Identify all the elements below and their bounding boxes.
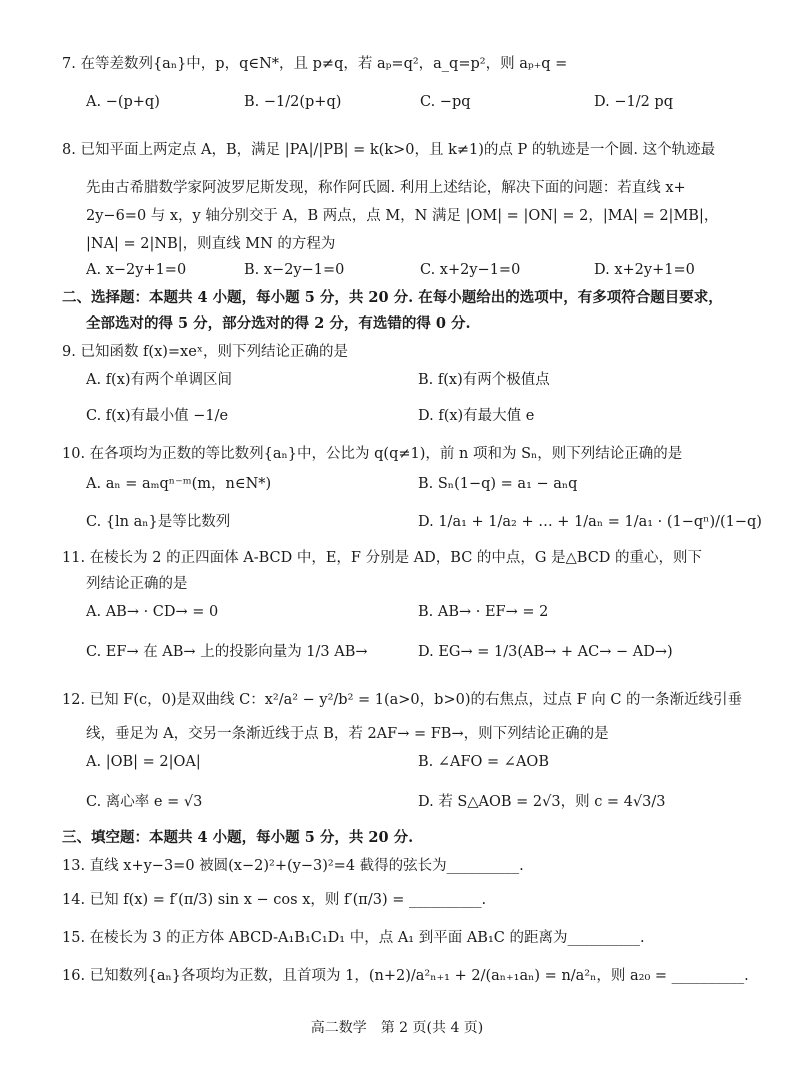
q9-option-a: A. f(x)有两个单调区间 [86,372,233,388]
q10-stem: 10. 在各项均为正数的等比数列{aₙ}中，公比为 q(q≠1)，前 n 项和为 Sₙ，则下列结论正确的是 [62,446,683,462]
q8-line-3: 2y−6=0 与 x，y 轴分别交于 A，B 两点，点 M，N 满足 |OM| = |ON| = 2，|MA| = 2|MB|， [86,208,719,224]
section-3-heading: 三、填空题：本题共 4 小题，每小题 5 分，共 20 分. [62,829,414,846]
q8-line-1: 8. 已知平面上两定点 A，B，满足 |PA|/|PB| = k(k>0，且 k≠1)的点 P 的轨迹是一个圆. 这个轨迹最 [62,142,716,158]
q9-stem: 9. 已知函数 f(x)=xeˣ，则下列结论正确的是 [62,344,348,360]
q10-option-a: A. aₙ = aₘqⁿ⁻ᵐ(m，n∈N*) [86,476,272,492]
q8-option-c: C. x+2y−1=0 [420,262,521,278]
q11-option-c: C. EF→ 在 AB→ 上的投影向量为 1/3 AB→ [86,644,368,660]
q10-option-c: C. {ln aₙ}是等比数列 [86,514,231,530]
q7-option-d: D. −1/2 pq [594,94,673,110]
q10-option-d: D. 1/a₁ + 1/a₂ + … + 1/aₙ = 1/a₁ · (1−qⁿ)/(1−q) [418,514,762,530]
q12-line-2: 线，垂足为 A，交另一条渐近线于点 B，若 2AF→ = FB→，则下列结论正确的是 [86,726,609,742]
q10-option-b: B. Sₙ(1−q) = a₁ − aₙq [418,476,578,492]
q12-line-1: 12. 已知 F(c，0)是双曲线 C：x²/a² − y²/b² = 1(a>0，b>0)的右焦点，过点 F 向 C 的一条渐近线引垂 [62,692,743,708]
q12-option-a: A. |OB| = 2|OA| [86,754,201,770]
q11-line-1: 11. 在棱长为 2 的正四面体 A-BCD 中，E，F 分别是 AD，BC 的中点，G 是△BCD 的重心，则下 [62,550,703,566]
q7-option-c: C. −pq [420,94,471,110]
q11-line-2: 列结论正确的是 [86,576,188,592]
q8-line-4: |NA| = 2|NB|，则直线 MN 的方程为 [86,236,336,252]
q12-option-c: C. 离心率 e = √3 [86,794,203,810]
q13-stem: 13. 直线 x+y−3=0 被圆(x−2)²+(y−3)²=4 截得的弦长为__________. [62,858,524,874]
q11-option-b: B. AB→ · EF→ = 2 [418,604,549,620]
q11-option-a: A. AB→ · CD→ = 0 [86,604,219,620]
q8-option-a: A. x−2y+1=0 [86,262,187,278]
q7-option-b: B. −1/2(p+q) [244,94,342,110]
section-2-heading-line-2: 全部选对的得 5 分，部分选对的得 2 分，有选错的得 0 分. [86,315,471,332]
q8-option-d: D. x+2y+1=0 [594,262,695,278]
q15-stem: 15. 在棱长为 3 的正方体 ABCD-A₁B₁C₁D₁ 中，点 A₁ 到平面 AB₁C 的距离为__________. [62,930,645,946]
q11-option-d: D. EG→ = 1/3(AB→ + AC→ − AD→) [418,644,673,660]
q9-option-b: B. f(x)有两个极值点 [418,372,550,388]
q14-stem: 14. 已知 f(x) = f′(π/3) sin x − cos x，则 f′(π/3) = __________. [62,892,487,908]
q8-option-b: B. x−2y−1=0 [244,262,345,278]
q7-stem: 7. 在等差数列{aₙ}中，p，q∈N*，且 p≠q，若 aₚ=q²，a_q=p²，则 aₚ₊q = [62,56,568,72]
q9-option-c: C. f(x)有最小值 −1/e [86,408,229,424]
section-2-heading-line-1: 二、选择题：本题共 4 小题，每小题 5 分，共 20 分. 在每小题给出的选项中，有多项符合题目要求， [62,289,723,306]
q12-option-b: B. ∠AFO = ∠AOB [418,754,549,770]
q8-line-2: 先由古希腊数学家阿波罗尼斯发现，称作阿氏圆. 利用上述结论，解决下面的问题：若直线 x+ [86,180,686,196]
q9-option-d: D. f(x)有最大值 e [418,408,535,424]
q7-option-a: A. −(p+q) [86,94,160,110]
q16-stem: 16. 已知数列{aₙ}各项均为正数，且首项为 1，(n+2)/a²ₙ₊₁ + 2/(aₙ₊₁aₙ) = n/a²ₙ，则 a₂₀ = __________. [62,968,749,984]
q12-option-d: D. 若 S△AOB = 2√3，则 c = 4√3/3 [418,794,666,810]
page-footer: 高二数学 第 2 页(共 4 页) [310,1020,484,1036]
